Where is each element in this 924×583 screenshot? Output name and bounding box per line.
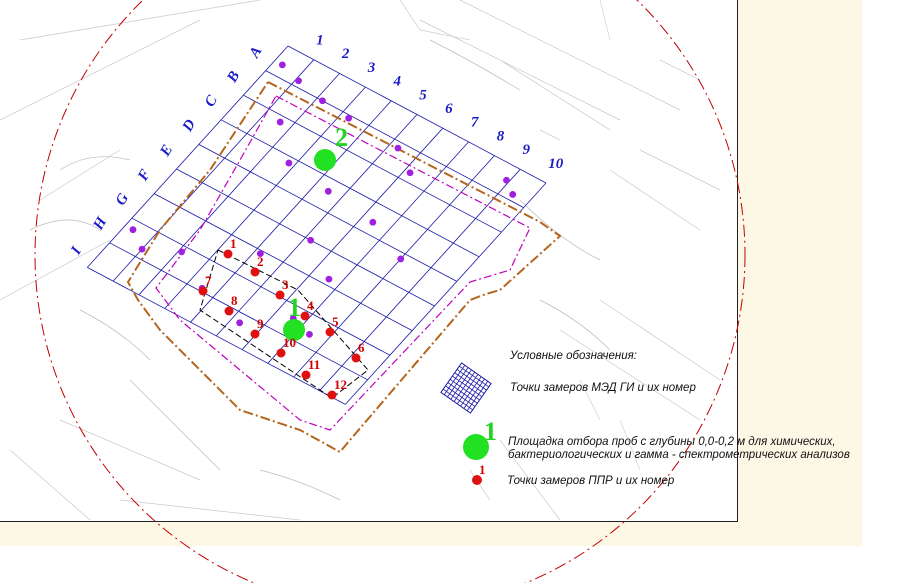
row-label: C (202, 93, 221, 110)
sampling-site-label: 2 (335, 123, 348, 152)
med-point (395, 145, 402, 152)
med-point (139, 246, 146, 253)
row-label: F (135, 166, 154, 184)
grid-line (266, 71, 524, 208)
legend-grid-text: Точки замеров МЭД ГИ и их номер (510, 382, 696, 394)
med-point (326, 276, 333, 283)
grid-line (132, 218, 390, 355)
ppr-label: 7 (205, 273, 212, 288)
column-label: 5 (419, 87, 427, 104)
med-point (369, 219, 376, 226)
grid-line (221, 120, 479, 257)
column-label: 8 (496, 128, 505, 145)
grid-line (154, 194, 412, 331)
med-point (503, 177, 510, 184)
ppr-label: 9 (257, 316, 264, 331)
column-label: 3 (367, 59, 376, 76)
ppr-label: 10 (283, 335, 296, 350)
med-point (178, 248, 185, 255)
ppr-points (199, 236, 366, 400)
med-point (307, 237, 314, 244)
legend-site-text-2: бактериологических и гамма - спектрометрических анализов (508, 449, 850, 461)
grid-line (177, 169, 435, 306)
med-point (319, 97, 326, 104)
ppr-label: 8 (231, 293, 238, 308)
med-point (325, 188, 332, 195)
grid-line (87, 43, 288, 267)
column-label: 9 (522, 142, 530, 159)
row-label: H (90, 214, 111, 233)
column-label: 2 (341, 46, 350, 63)
grid-labels (68, 33, 564, 259)
med-point (236, 319, 243, 326)
med-point (345, 115, 352, 122)
sampling-zone (200, 250, 368, 398)
ppr-label: 2 (257, 254, 264, 269)
legend-ppr-text: Точки замеров ППР и их номер (507, 475, 675, 487)
med-point (397, 256, 404, 263)
ppr-label: 5 (332, 314, 339, 329)
ppr-label: 11 (308, 357, 321, 372)
column-label: 1 (316, 32, 324, 49)
med-point (295, 77, 302, 84)
med-point (407, 169, 414, 176)
row-label: I (68, 244, 85, 258)
med-point (279, 61, 286, 68)
legend (441, 350, 850, 487)
grid-line (242, 128, 443, 349)
grid-line (165, 87, 366, 308)
legend-ppr-number: 1 (479, 462, 486, 477)
column-label: 10 (548, 155, 564, 172)
row-label: B (224, 68, 244, 86)
legend-site-text-1: Площадка отбора проб с глубины 0,0-0,2 м для химических, (508, 436, 836, 448)
legend-grid-icon (441, 363, 491, 413)
ppr-label: 1 (230, 236, 237, 251)
legend-site-number: 1 (484, 417, 497, 446)
sampling-site-label: 1 (288, 293, 301, 322)
grid-line (139, 73, 340, 294)
med-point (130, 226, 137, 233)
med-points (130, 61, 517, 337)
row-label: G (112, 190, 133, 209)
grid-line (110, 243, 368, 380)
column-label: 7 (470, 114, 479, 131)
med-point (277, 119, 284, 126)
row-label: D (179, 117, 199, 135)
row-label: A (246, 43, 266, 61)
grid-line (294, 156, 495, 377)
grid-line (216, 115, 417, 336)
med-point (509, 191, 516, 198)
sampling-sites (283, 123, 348, 341)
ppr-label: 6 (358, 340, 365, 355)
row-label: E (157, 142, 177, 159)
column-label: 6 (445, 101, 453, 118)
ppr-label: 3 (282, 277, 289, 292)
sampling-site-marker (314, 149, 336, 171)
column-label: 4 (393, 73, 401, 90)
ppr-label: 4 (307, 298, 314, 313)
med-point (285, 160, 292, 167)
grid-line (191, 101, 392, 322)
med-point (306, 331, 313, 338)
legend-title: Условные обозначения: (510, 350, 637, 362)
grid-line (243, 95, 501, 232)
ppr-label: 12 (334, 377, 347, 392)
grid-line (345, 183, 546, 404)
measurement-grid (87, 43, 546, 404)
